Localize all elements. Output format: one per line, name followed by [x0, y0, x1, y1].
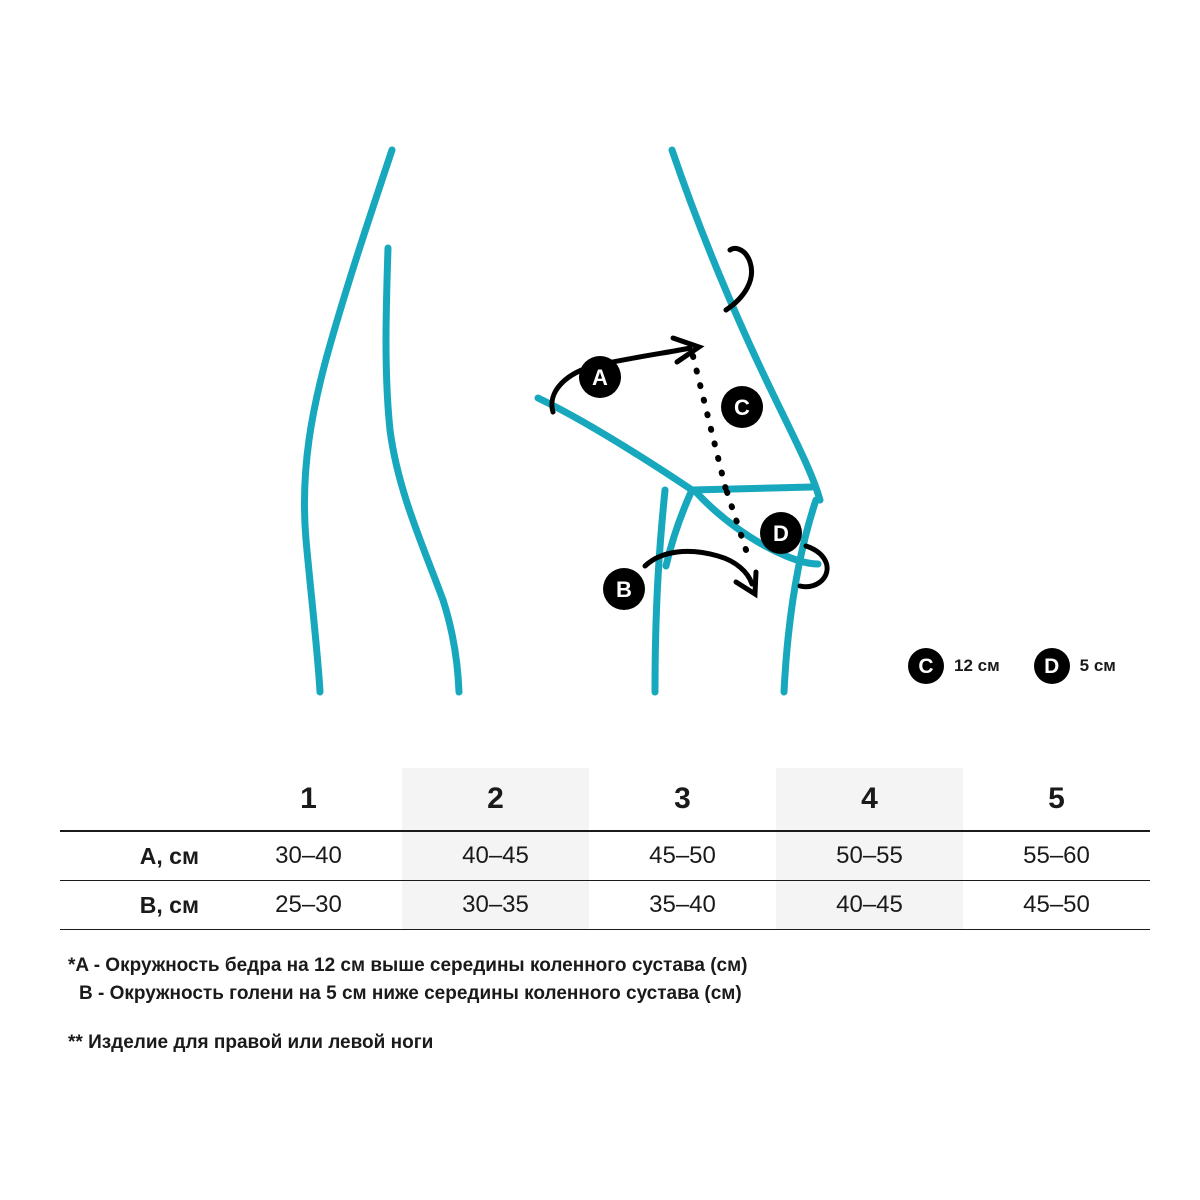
badge-a-label: A	[592, 365, 608, 390]
table-cell-a-1: 30–40	[215, 831, 402, 881]
table-col-header-3: 3	[589, 768, 776, 831]
badge-c-label: C	[734, 395, 750, 420]
table-col-header-1: 1	[215, 768, 402, 831]
knee-joint-line	[692, 487, 812, 490]
size-table	[60, 768, 1150, 930]
table-cell-a-2: 40–45	[402, 831, 589, 881]
table-cell-b-3: 35–40	[589, 881, 776, 930]
back-thigh-contour	[304, 150, 392, 692]
notes-block	[68, 952, 1148, 1057]
size-table-wrap	[60, 768, 1150, 930]
badge-b-label: B	[616, 577, 632, 602]
badge-d-label: D	[773, 521, 789, 546]
table-col-header-5: 5	[963, 768, 1150, 831]
diagram-legend	[908, 648, 1116, 684]
diagram-badges	[579, 356, 802, 610]
note-a: *A - Окружность бедра на 12 см выше середины коленного сустава (см)	[68, 955, 748, 976]
table-row-label-b: B, см	[60, 881, 215, 930]
legend-text-d: 5 см	[1079, 656, 1116, 675]
thigh-outer-contour	[672, 150, 820, 500]
table-header-row	[60, 768, 1150, 831]
thigh-lower-contour	[538, 398, 692, 490]
note-side: ** Изделие для правой или левой ноги	[68, 1032, 434, 1054]
table-cell-a-4: 50–55	[776, 831, 963, 881]
table-cell-b-2: 30–35	[402, 881, 589, 930]
table-row-label-a: A, см	[60, 831, 215, 881]
table-col-header-4: 4	[776, 768, 963, 831]
table-row	[60, 881, 1150, 930]
table-cell-b-1: 25–30	[215, 881, 402, 930]
dotted-line-c	[693, 356, 726, 490]
table-cell-b-4: 40–45	[776, 881, 963, 930]
legend-badge-d: D	[1034, 648, 1070, 684]
arrow-a-path	[552, 348, 690, 412]
table-cell-a-5: 55–60	[963, 831, 1150, 881]
table-row	[60, 831, 1150, 881]
inner-thigh-contour	[386, 248, 459, 692]
table-corner-cell	[60, 768, 215, 831]
table-col-header-2: 2	[402, 768, 589, 831]
table-cell-b-5: 45–50	[963, 881, 1150, 930]
table-cell-a-3: 45–50	[589, 831, 776, 881]
legend-text-c: 12 см	[954, 656, 1000, 675]
note-b: B - Окружность голени на 5 см ниже середины коленного сустава (см)	[79, 982, 742, 1004]
shin-front-contour	[655, 490, 665, 692]
legend-badge-c: C	[908, 648, 944, 684]
